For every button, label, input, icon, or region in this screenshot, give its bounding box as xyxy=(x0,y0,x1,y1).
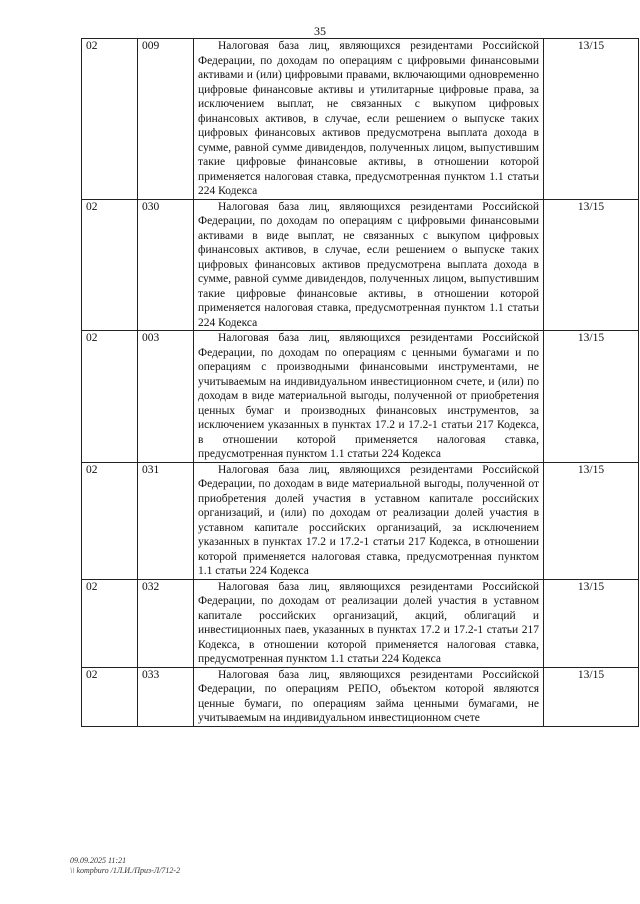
table-row xyxy=(82,462,639,579)
row-rate-code: 13/15 xyxy=(544,199,639,331)
row-code-2: 033 xyxy=(138,667,194,726)
row-code-2: 030 xyxy=(138,199,194,331)
footer-file-path: \\ kompburo /1Л.И./Приз-Л/712-2 xyxy=(70,866,181,875)
table-row xyxy=(82,579,639,667)
row-code-1: 02 xyxy=(82,39,138,200)
table-row xyxy=(82,39,639,200)
row-description: Налоговая база лиц, являющихся резидентами Российской Федерации, по доходам по операциям с ценными бумагами и по операциям с производными финансовыми инструментами, не учитываемым на индивидуальном инвестиционном счете, и (или) по доходам в виде материальной выгоды, полученной от приобретения ценных бумаг и производных финансовых инструментов, за исключением указанных в пунктах 17.2 и 17.2-1 статьи 217 Кодекса, в отношении которой применяется налоговая ставка, предусмотренная пунктом 1.1 статьи 224 Кодекса xyxy=(194,331,544,463)
row-rate-code: 13/15 xyxy=(544,331,639,463)
footer-stamp xyxy=(70,856,180,876)
table-row xyxy=(82,667,639,726)
row-description: Налоговая база лиц, являющихся резидентами Российской Федерации, по доходам в виде материальной выгоды, полученной от приобретения долей участия в уставном капитале российских организаций, и (или) по доходам от реализации долей участия в уставном капитале российских организаций, за исключением указанных в пунктах 17.2 и 17.2-1 статьи 217 Кодекса, в отношении которой применяется налоговая ставка, предусмотренная пунктом 1.1 статьи 224 Кодекса xyxy=(194,462,544,579)
table-row xyxy=(82,331,639,463)
row-rate-code: 13/15 xyxy=(544,462,639,579)
row-rate-code: 13/15 xyxy=(544,39,639,200)
row-code-2: 032 xyxy=(138,579,194,667)
row-code-1: 02 xyxy=(82,462,138,579)
footer-timestamp: 09.09.2025 11:21 xyxy=(70,856,127,865)
table-row xyxy=(82,199,639,331)
row-code-1: 02 xyxy=(82,579,138,667)
row-description: Налоговая база лиц, являющихся резидентами Российской Федерации, по доходам по операциям с цифровыми финансовыми активами и (или) цифровыми правами, включающими одновременно цифровые финансовые активы и утилитарные цифровые права, за исключением выплат, не связанных с выкупом цифровых финансовых активов, в случае, если решением о выпуске таких цифровых финансовых активов предусмотрена выплата дохода в сумме, равной сумме дивидендов, полученных лицом, выпустившим такие цифровые финансовые активы, в отношении которой применяется налоговая ставка, предусмотренная пунктом 1.1 статьи 224 Кодекса xyxy=(194,39,544,200)
row-code-2: 009 xyxy=(138,39,194,200)
row-rate-code: 13/15 xyxy=(544,579,639,667)
row-code-2: 003 xyxy=(138,331,194,463)
row-description: Налоговая база лиц, являющихся резидентами Российской Федерации, по доходам по операциям с цифровыми финансовыми активами в виде выплат, не связанных с выкупом цифровых финансовых активов, в случае, если решением о выпуске таких цифровых финансовых активов предусмотрена выплата дохода в сумме, равной сумме дивидендов, полученных лицом, выпустившим такие цифровые финансовые активы, в отношении которой применяется налоговая ставка, предусмотренная пунктом 1.1 статьи 224 Кодекса xyxy=(194,199,544,331)
page-number: 35 xyxy=(314,24,326,38)
codes-table xyxy=(81,38,639,727)
row-description: Налоговая база лиц, являющихся резидентами Российской Федерации, по доходам от реализации долей участия в уставном капитале российских организаций, акций, облигаций и инвестиционных паев, указанных в пунктах 17.2 и 17.2-1 статьи 217 Кодекса, в отношении которой применяется налоговая ставка, предусмотренная пунктом 1.1 статьи 224 Кодекса xyxy=(194,579,544,667)
row-code-1: 02 xyxy=(82,331,138,463)
row-description: Налоговая база лиц, являющихся резидентами Российской Федерации, по операциям РЕПО, объектом которой являются ценные бумаги, по операциям займа ценными бумагами, не учитываемым на индивидуальном инвестиционном счете xyxy=(194,667,544,726)
row-code-1: 02 xyxy=(82,199,138,331)
row-code-2: 031 xyxy=(138,462,194,579)
row-rate-code: 13/15 xyxy=(544,667,639,726)
row-code-1: 02 xyxy=(82,667,138,726)
